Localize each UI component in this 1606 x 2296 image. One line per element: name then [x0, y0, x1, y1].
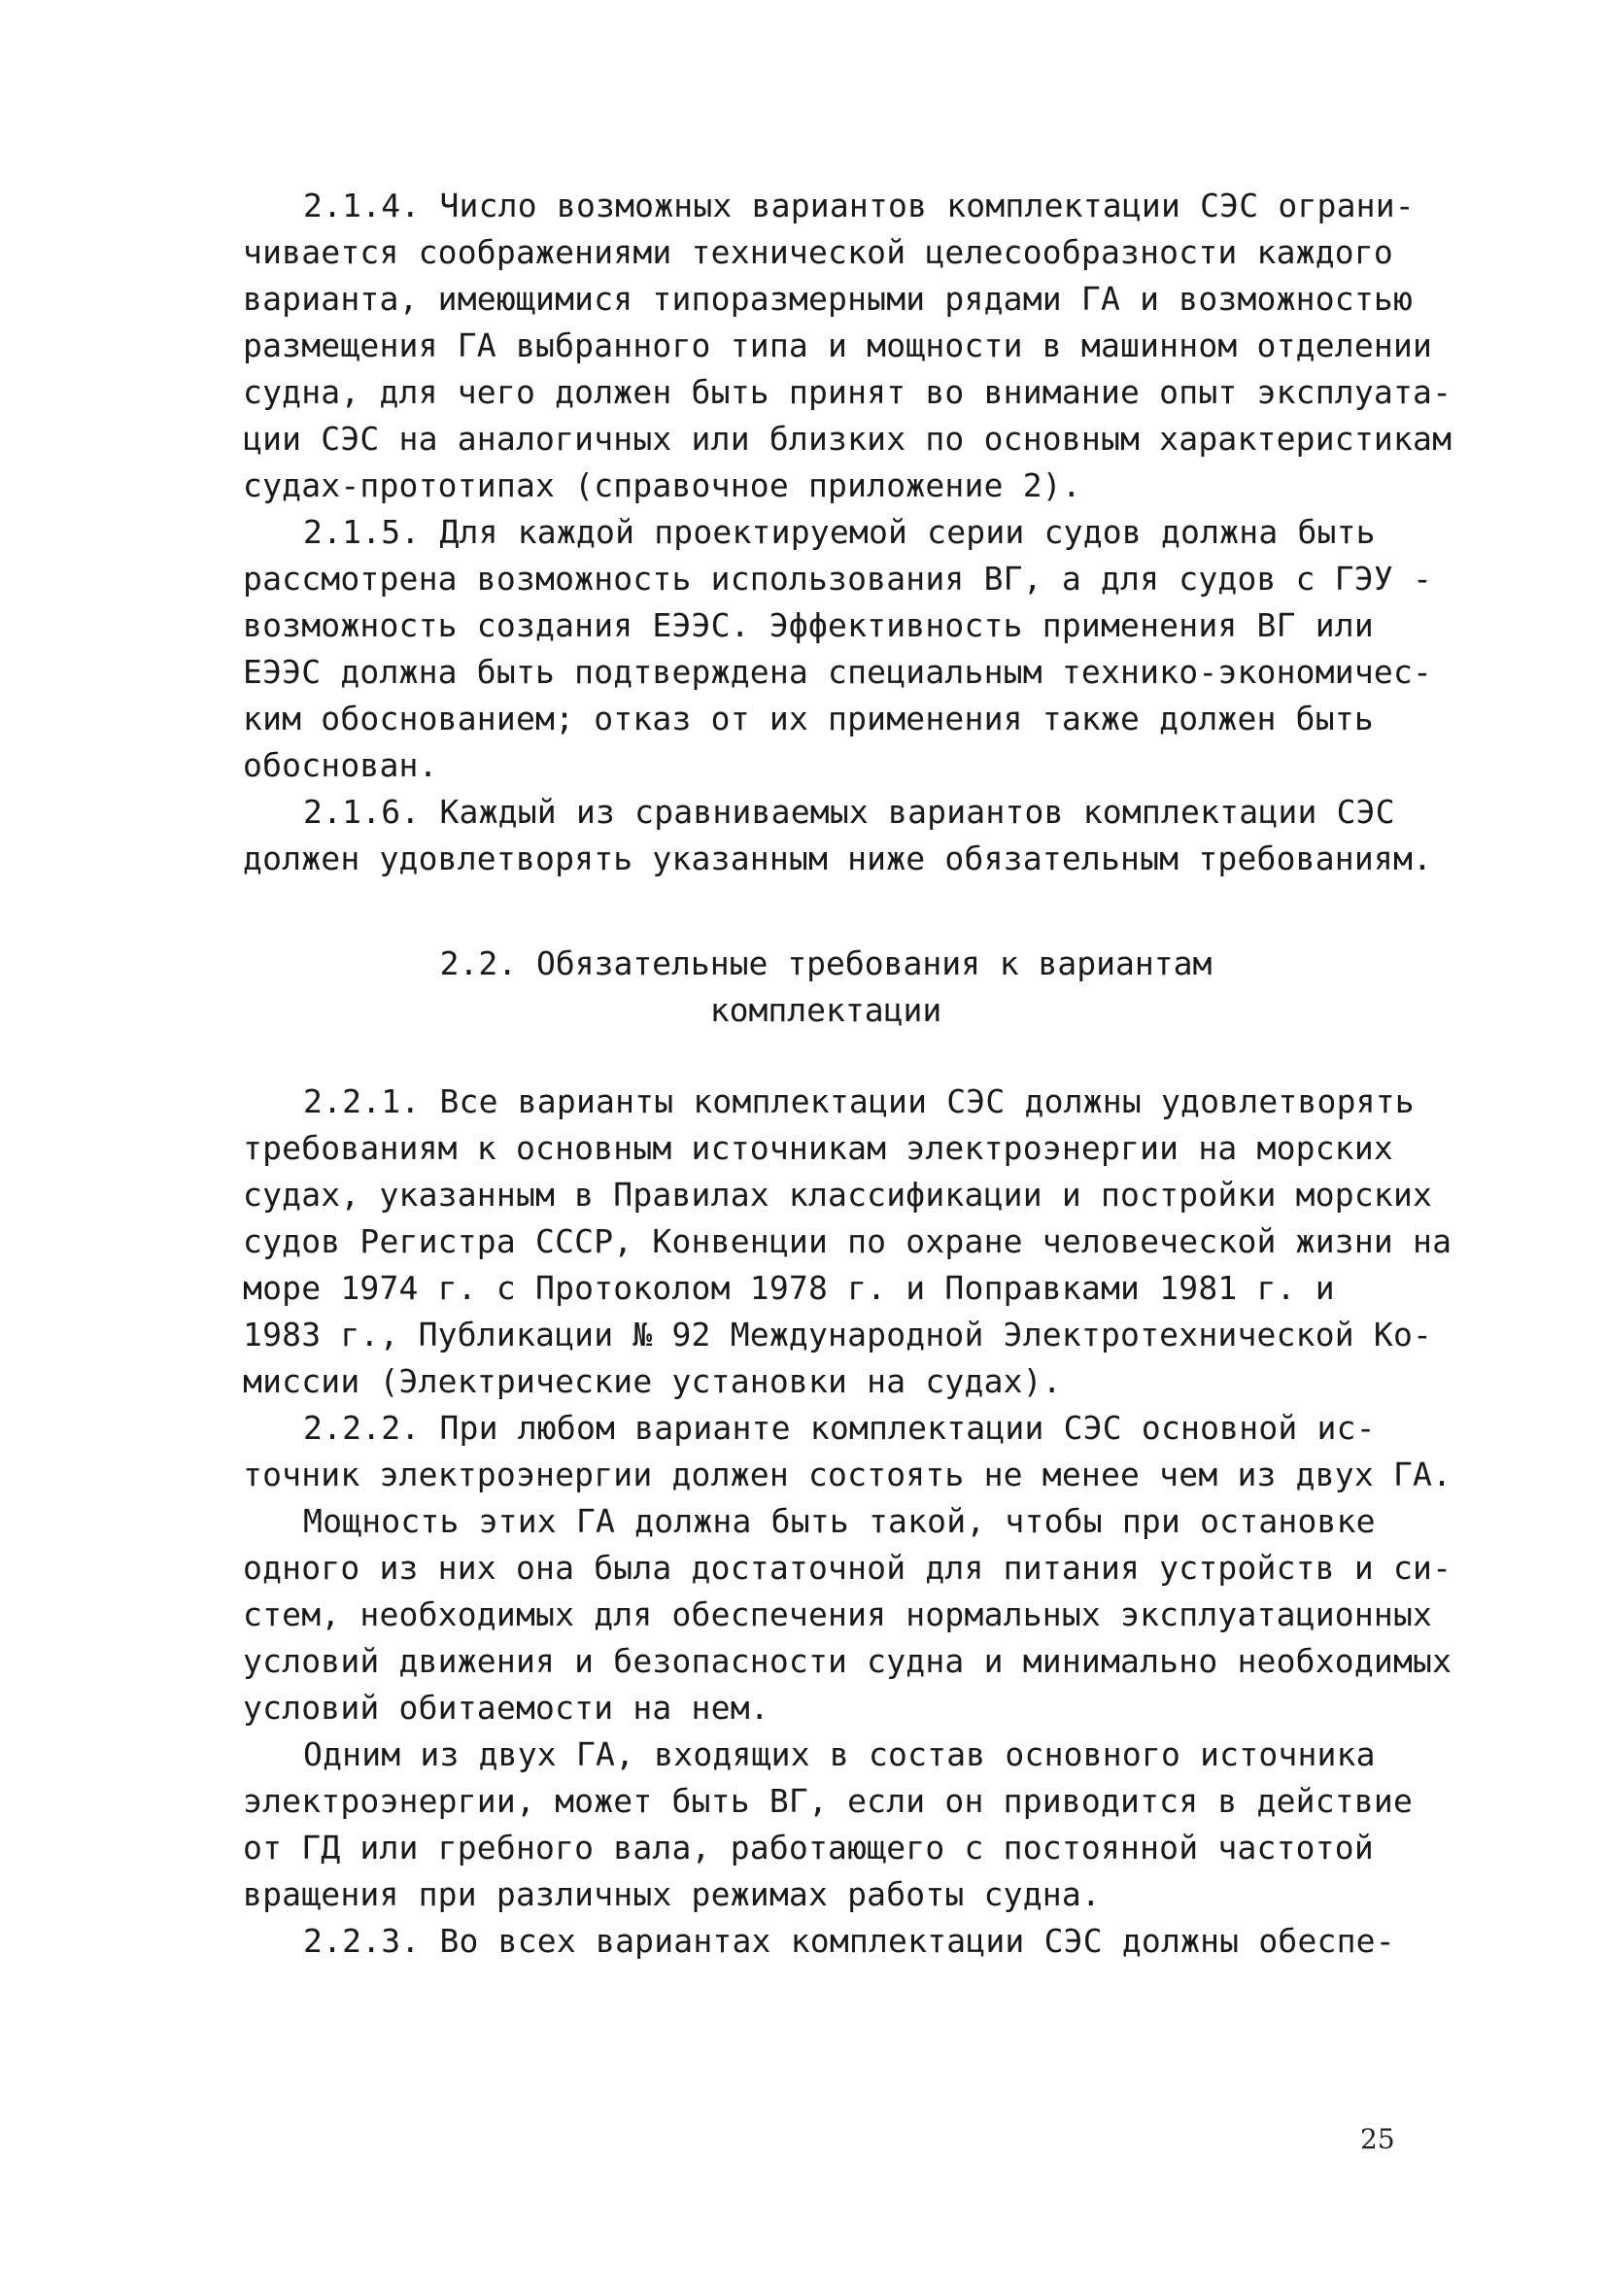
- paragraph-shaft-generator: [243, 1731, 1414, 1918]
- heading-line-2: комплектации: [709, 991, 942, 1029]
- paragraph-power-requirements: [243, 1498, 1452, 1731]
- text-line: возможность создания ЕЭЭС. Эффективность применения ВГ или: [243, 606, 1374, 644]
- text-line: электроэнергии, может быть ВГ, если он приводится в действие: [243, 1782, 1414, 1820]
- text-line: от ГД или гребного вала, работающего с постоянной частотой: [243, 1829, 1374, 1867]
- text-line: ции СЭС на аналогичных или близких по основным характеристикам: [243, 420, 1452, 458]
- text-line: судна, для чего должен быть принят во внимание опыт эксплуата-: [243, 373, 1452, 411]
- text-line: одного из них она была достаточной для питания устройств и си-: [243, 1549, 1452, 1587]
- text-line: 2.1.5. Для каждой проектируемой серии судов должна быть: [303, 513, 1376, 551]
- paragraph-2-1-6: [243, 789, 1433, 882]
- text-line: размещения ГА выбранного типа и мощности в машинном отделении: [243, 326, 1433, 364]
- text-line: море 1974 г. с Протоколом 1978 г. и Поправками 1981 г. и: [243, 1269, 1335, 1307]
- text-line: Мощность этих ГА должна быть такой, чтобы при остановке: [303, 1502, 1376, 1540]
- text-line: судах-прототипах (справочное приложение 2).: [243, 466, 1081, 504]
- paragraph-2-2-1: [243, 1079, 1452, 1405]
- text-line: судов Регистра СССР, Конвенции по охране человеческой жизни на: [243, 1222, 1452, 1260]
- text-line: миссии (Электрические установки на судах).: [243, 1362, 1062, 1400]
- text-line: точник электроэнергии должен состоять не менее чем из двух ГА.: [243, 1456, 1452, 1493]
- text-line: Одним из двух ГА, входящих в состав основного источника: [303, 1735, 1376, 1773]
- text-line: обоснован.: [243, 746, 438, 784]
- text-line: 2.1.4. Число возможных вариантов комплектации СЭС ограни-: [303, 187, 1415, 224]
- heading-line-1: 2.2. Обязательные требования к вариантам: [439, 944, 1213, 982]
- text-line: 2.1.6. Каждый из сравниваемых вариантов комплектации СЭС: [303, 793, 1395, 831]
- text-line: стем, необходимых для обеспечения нормальных эксплуатационных: [243, 1595, 1433, 1633]
- text-line: вращения при различных режимах работы судна.: [243, 1875, 1101, 1913]
- paragraph-2-1-4: [243, 183, 1452, 509]
- page-number: 25: [1360, 2123, 1395, 2155]
- paragraph-2-2-2: [243, 1405, 1452, 1498]
- text-line: ЕЭЭС должна быть подтверждена специальным технико-экономичес-: [243, 653, 1433, 691]
- text-line: условий движения и безопасности судна и минимально необходимых: [243, 1642, 1452, 1680]
- section-heading-2-2: [243, 941, 1409, 1034]
- text-line: 1983 г., Публикации № 92 Международной Электротехнической Ко-: [243, 1316, 1433, 1354]
- text-line: 2.2.3. Во всех вариантах комплектации СЭС должны обеспе-: [303, 1922, 1395, 1960]
- text-line: рассмотрена возможность использования ВГ, а для судов с ГЭУ -: [243, 560, 1433, 598]
- text-line: судах, указанным в Правилах классификации и постройки морских: [243, 1176, 1433, 1214]
- paragraph-2-1-5: [243, 509, 1433, 789]
- text-line: чивается соображениями технической целесообразности каждого: [243, 233, 1393, 271]
- section-2-2: [243, 1079, 1452, 1965]
- text-line: 2.2.1. Все варианты комплектации СЭС должны удовлетворять: [303, 1082, 1415, 1120]
- section-2-1: [243, 183, 1452, 882]
- text-line: варианта, имеющимися типоразмерными рядами ГА и возможностью: [243, 280, 1414, 318]
- paragraph-2-2-3: [243, 1918, 1409, 1965]
- text-line: должен удовлетворять указанным ниже обязательным требованиям.: [243, 840, 1433, 877]
- text-line: 2.2.2. При любом варианте комплектации СЭС основной ис-: [303, 1409, 1376, 1447]
- text-line: условий обитаемости на нем.: [243, 1689, 769, 1727]
- text-line: ким обоснованием; отказ от их применения также должен быть: [243, 700, 1374, 737]
- text-line: требованиям к основным источникам электроэнергии на морских: [243, 1129, 1393, 1167]
